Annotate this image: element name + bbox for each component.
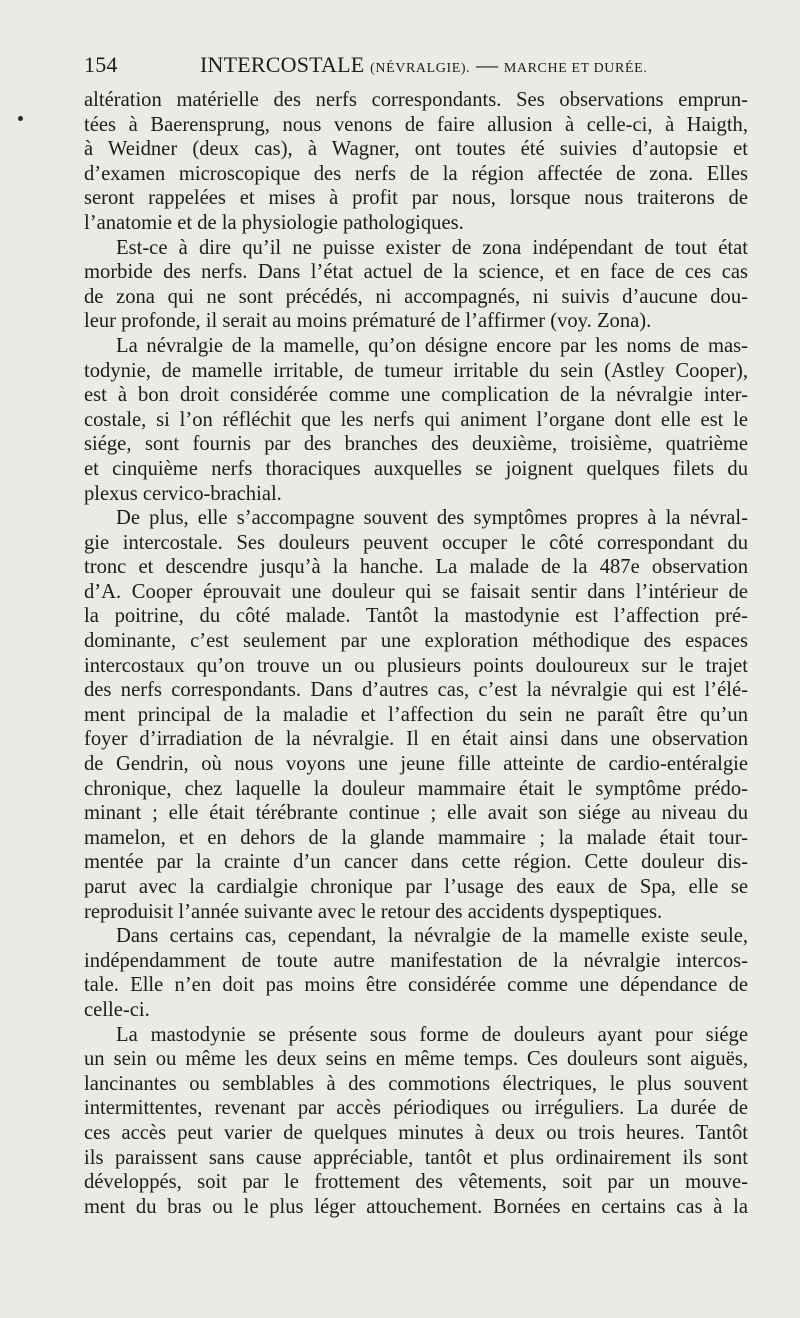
text-line: Dans certains cas, cependant, la névralgie de la mamelle existe seule, — [116, 925, 748, 948]
text-line: d’examen microscopique des nerfs de la région affectée de zona. Elles — [84, 162, 748, 185]
text-line: reproduisit l’année suivante avec le retour des accidents dyspeptiques. — [84, 900, 663, 923]
text-line: gie intercostale. Ses douleurs peuvent occuper le côté correspondant du — [84, 531, 748, 554]
text-line: altération matérielle des nerfs correspondants. Ses observations emprun- — [84, 89, 748, 111]
text-line: tées à Baerensprung, nous venons de faire allusion à celle-ci, à Haigth, — [84, 113, 748, 136]
text-line: celle-ci. — [84, 998, 150, 1021]
text-line: foyer d’irradiation de la névralgie. Il en était ainsi dans une observation — [84, 728, 748, 751]
text-line: dominante, c’est seulement par une exploration méthodique des espaces — [84, 630, 748, 653]
section-title: MARCHE ET DURÉE. — [503, 61, 648, 76]
title-dash: — — [475, 52, 499, 77]
text-line: d’A. Cooper éprouvait une douleur qui se faisait sentir dans l’intérieur de — [84, 580, 748, 603]
text-line: est à bon droit considérée comme une complication de la névralgie inter- — [84, 384, 748, 407]
text-line: chronique, chez laquelle la douleur mammaire était le symptôme prédo- — [84, 777, 748, 800]
text-line: Est-ce à dire qu’il ne puisse exister de zona indépendant de tout état — [116, 236, 748, 259]
text-line: lancinantes ou semblables à des commotions électriques, le plus souvent — [84, 1072, 748, 1095]
text-line: tale. Elle n’en doit pas moins être considérée comme une dépendance de — [84, 974, 748, 997]
text-line: costale, si l’on réfléchit que les nerfs qui animent l’organe dont elle est le — [84, 408, 748, 431]
text-line: de zona qui ne sont précédés, ni accompagnés, ni suivis d’aucune dou- — [84, 285, 748, 308]
running-header — [84, 52, 748, 82]
running-title — [200, 52, 647, 78]
text-line: ces accès peut varier de quelques minutes à deux ou trois heures. Tantôt — [84, 1121, 748, 1144]
text-line: de Gendrin, où nous voyons une jeune fille atteinte de cardio-entéralgie — [84, 753, 748, 776]
text-line: seront rappelées et mises à profit par nous, lorsque nous traiterons de — [84, 187, 748, 210]
title-main: INTERCOSTALE — [200, 52, 365, 77]
text-line: intermittentes, revenant par accès périodiques ou irréguliers. La durée de — [84, 1097, 748, 1120]
page-number: 154 — [84, 52, 118, 77]
text-line: La névralgie de la mamelle, qu’on désigne encore par les noms de mas- — [116, 334, 748, 357]
text-line: développés, soit par le frottement des vêtements, soit par un mouve- — [84, 1171, 748, 1194]
text-line: plexus cervico-brachial. — [84, 482, 282, 505]
text-line: la poitrine, du côté malade. Tantôt la mastodynie est l’affection pré- — [84, 605, 748, 628]
text-line: à Weidner (deux cas), à Wagner, ont toutes été suivies d’autopsie et — [84, 138, 748, 161]
text-line: l’anatomie et de la physiologie pathologiques. — [84, 211, 464, 234]
ink-spot — [18, 116, 23, 121]
text-line: un sein ou même les deux seins en même temps. Ces douleurs sont aiguës, — [84, 1048, 748, 1071]
text-line: et cinquième nerfs thoraciques auxquelles se joignent quelques filets du — [84, 457, 748, 480]
text-line: parut avec la cardialgie chronique par l’usage des eaux de Spa, elle se — [84, 876, 748, 898]
text-line: La mastodynie se présente sous forme de douleurs ayant pour siége — [116, 1023, 748, 1046]
text-line: todynie, de mamelle irritable, de tumeur irritable du sein (Astley Cooper), — [84, 359, 748, 382]
text-line: tronc et descendre jusqu’à la hanche. La malade de la 487e observation — [84, 556, 748, 579]
text-line: ment principal de la maladie et l’affection du sein ne paraît être qu’un — [84, 703, 748, 726]
body-text — [84, 88, 748, 1219]
text-line: leur profonde, il serait au moins prématuré de l’affirmer (voy. Zona). — [84, 310, 652, 333]
text-line: morbide des nerfs. Dans l’état actuel de la science, et en face de ces cas — [84, 261, 748, 284]
text-line: minant ; elle était térébrante continue ; elle avait son siége au niveau du — [84, 802, 748, 825]
text-line: indépendamment de toute autre manifestation de la névralgie intercos- — [84, 949, 748, 972]
text-line: des nerfs correspondants. Dans d’autres cas, c’est la névralgie qui est l’élé- — [84, 679, 748, 702]
text-line: ment du bras ou le plus léger attouchement. Bornées en certains cas à la — [84, 1195, 748, 1218]
text-line: mentée par la crainte d’un cancer dans cette région. Cette douleur dis- — [84, 851, 748, 874]
text-line: De plus, elle s’accompagne souvent des symptômes propres à la névral- — [116, 507, 748, 530]
text-line: intercostaux qu’on trouve un ou plusieurs points douloureux sur le trajet — [84, 654, 748, 677]
title-paren: (NÉVRALGIE). — [370, 61, 471, 76]
text-line: mamelon, et en dehors de la glande mammaire ; la malade était tour- — [84, 826, 748, 849]
text-line: ils paraissent sans cause appréciable, tantôt et plus ordinairement ils sont — [84, 1146, 748, 1169]
text-line: siége, sont fournis par des branches des deuxième, troisième, quatrième — [84, 433, 748, 456]
